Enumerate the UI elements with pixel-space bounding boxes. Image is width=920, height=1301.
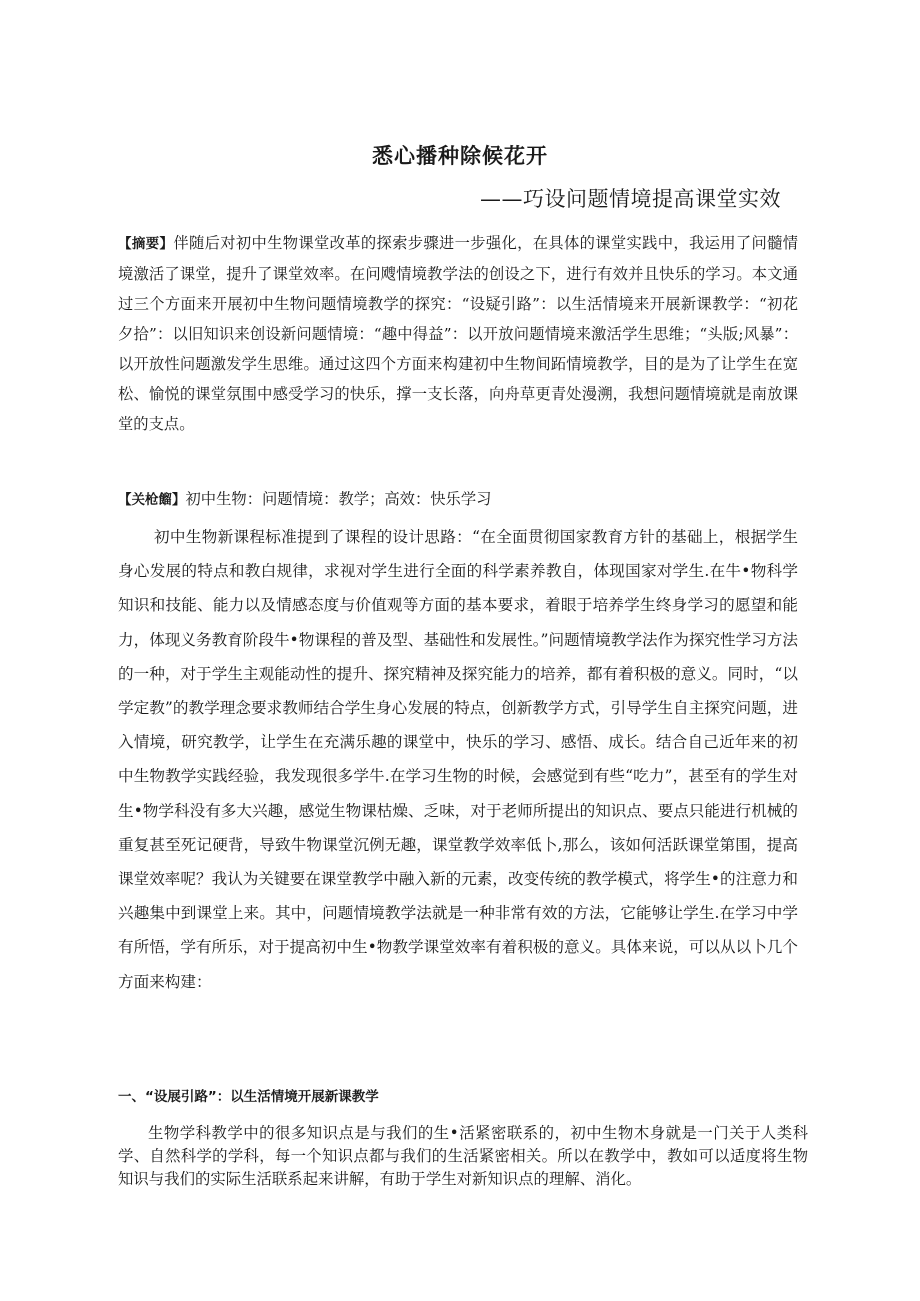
abstract-text: 伴随后对初中生物课堂改革的探索步骤进一步强化，在具体的课堂实践中，我运用了问髓情境激活了课堂，提升了课堂效率。在问飕情境教学法的创设之下，进行有效并且快乐的学习。本文通过三个方面来开展初中生物问题情境教学的探究：“设疑引路”：以生活情境来开展新课教学：“初花夕拾”：以旧知识来创设新问题情境：“趣中得益”：以开放问题情境来激活学生思维；“头版;风暴”：以开放性问题激发学生思维。通过这四个方面来构建初中生物间跖情境教学，目的是为了让学生在宽松、愉悦的课堂氛围中感受学习的快乐，撑一支长落，向舟草更青处漫溯，我想问题情境就是南放课堂的支点。 xyxy=(118,234,798,433)
intro-paragraph: 初中生物新课程标准提到了课程的设计思路：“在全面贯彻国家教育方针的基础上，根据学生身心发展的特点和教白规律，求视对学生进行全面的科学素养教自，体现国家对学生.在牛•物科学知识和技能、能力以及情感态度与价值观等方面的基本要求，着眼于培养学生终身学习的愿望和能力，体现义务教育阶段牛•物课程的普及型、基础性和发展性。”问题情境教学法作为探究性学习方法的一种，对于学生主观能动性的提升、探究精神及探究能力的培养，都有着积极的意义。同时，“以学定教”的教学理念要求教师结合学生身心发展的特点，创新教学方式，引导学生自主探究问题，进入情境，研究教学，让学生在充满乐趣的课堂中，快乐的学习、感悟、成长。结合自己近年来的初中生物教学实践经验，我发现很多学牛.在学习生物的时候，会感觉到有些“吃力”，甚至有的学生对生•物学科没有多大兴趣，感觉生物课枯燥、乏味，对于老师所提出的知识点、要点只能进行机械的重复甚至死记硬背，导致牛物课堂沉例无趣，课堂教学效率低卜,那么，该如何活跃课堂第围，提高课堂效率呢？我认为关键要在课堂教学中融入新的元素，改变传统的教学模式，将学生•的注意力和兴趣集中到课堂上来。其中，问题情境教学法就是一种非常有效的方法，它能够让学生.在学习中学有所悟，学有所乐，对于提高初中生•物教学课堂效率有着积极的意义。具体来说，可以从以卜几个方面来构建： xyxy=(118,528,798,991)
abstract-tag: 【摘要】 xyxy=(118,236,174,252)
keywords-line xyxy=(118,484,798,515)
section-1-paragraph: 生物学科教学中的很多知识点是与我们的生•活紧密联系的，初中生物木身就是一门关于人类科学、自然科学的学科，每一个知识点都与我们的生活紧密相关。所以在教学中，教如可以适度将生物知识与我们的实际生活联系起来讲解，有助于学生对新知识点的理解、消化。 xyxy=(118,1124,808,1188)
document-title: 悉心播种除候花开 xyxy=(372,144,548,168)
abstract-paragraph xyxy=(118,228,798,439)
document-subtitle: ——巧设问题情境提高课堂实效 xyxy=(480,187,781,211)
keywords-text: 初中生物：问题情境：教学；高效：快乐学习 xyxy=(185,490,492,508)
section-1-heading: 一、“设展引路”：以生活情境开展新课教学 xyxy=(118,1089,379,1105)
keywords-tag: 【关枪餾】 xyxy=(118,492,186,508)
